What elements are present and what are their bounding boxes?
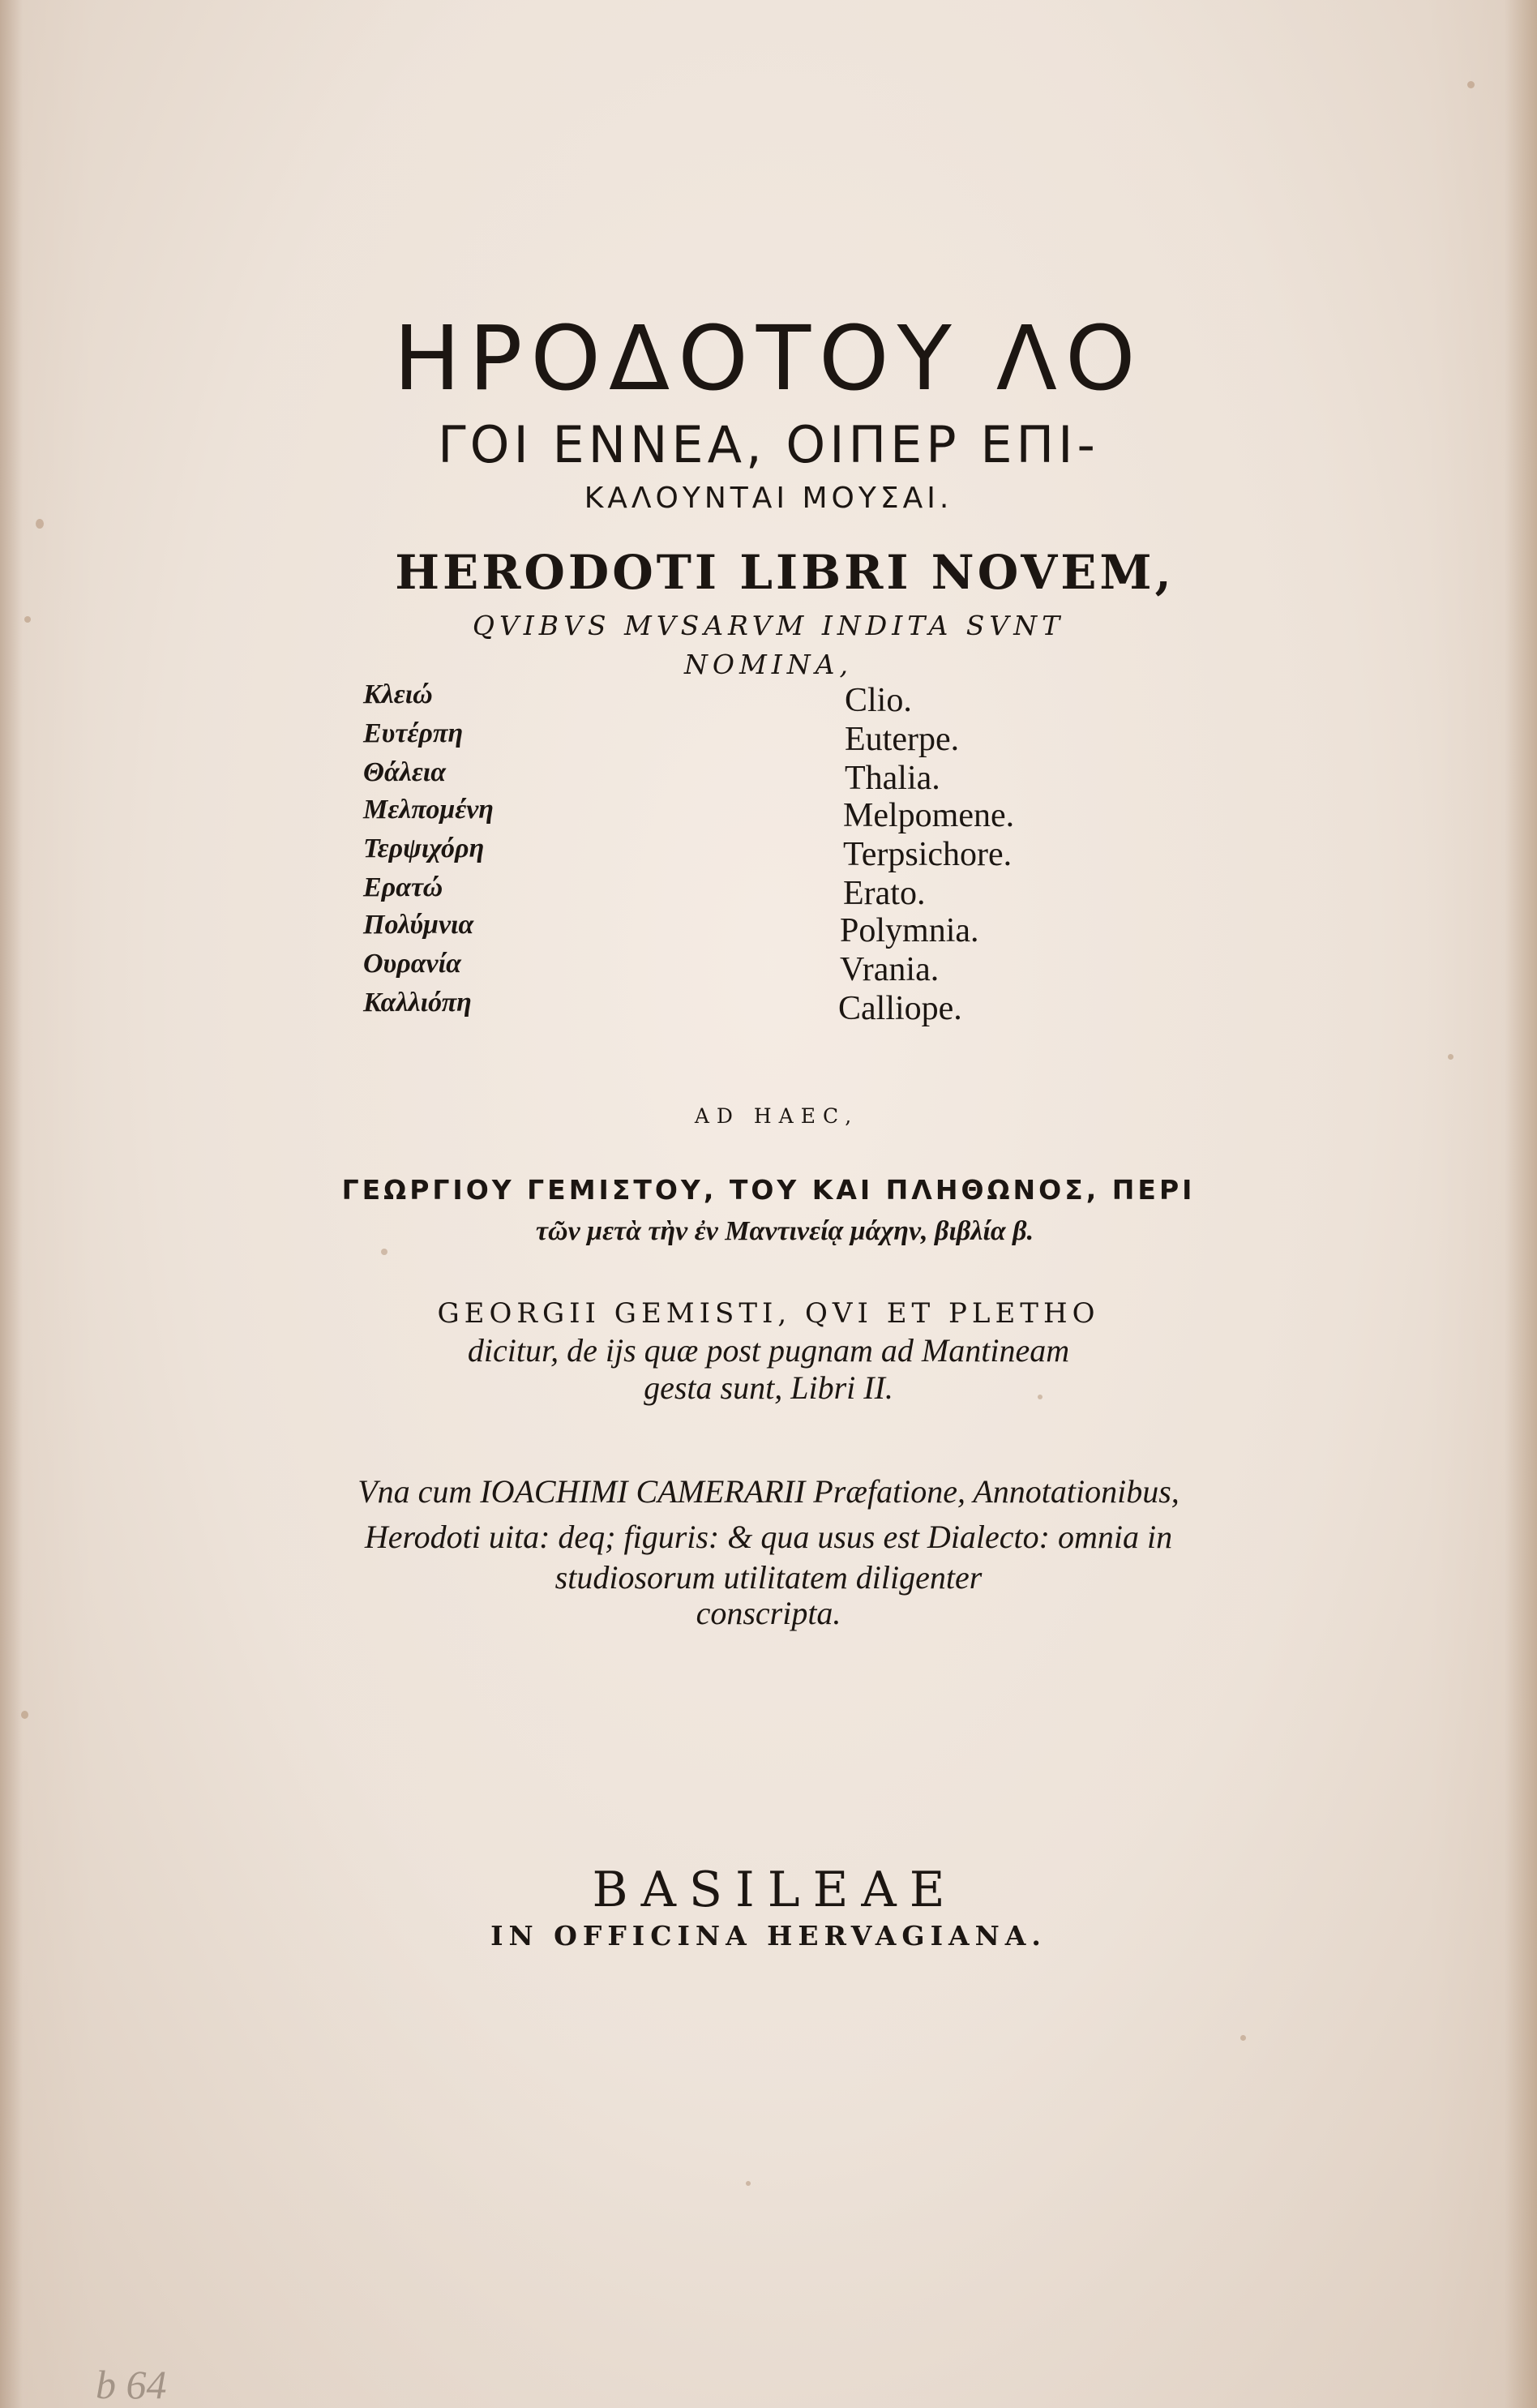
greek-title-line-1: ΗΡΟΔΟΤΟΥ ΛΟ [393,306,1144,410]
foxing-stain [746,2181,751,2186]
latin-title-line-1: HERODOTI LIBRI NOVEM, [395,545,1175,600]
muse-greek-name: Θάλεια [363,757,447,787]
latin-title-line-3: NOMINA, [684,649,853,680]
muse-greek-name: Ουρανία [363,949,461,979]
gemistus-latin-line-2: dicitur, de ijs quæ post pugnam ad Mantineam [467,1332,1070,1369]
muse-latin-name: Polymnia. [840,912,979,949]
muse-latin-name: Terpsichore. [843,836,1013,873]
muse-latin-name: Melpomene. [843,797,1015,834]
foxing-stain [1448,1054,1454,1060]
latin-title-line-2: QVIBVS MVSARVM INDITA SVNT [472,610,1065,641]
muse-greek-name: Καλλιόπη [363,988,472,1018]
muse-greek-name: Ευτέρπη [363,718,464,748]
foxing-stain [21,1711,28,1719]
muse-latin-name: Thalia. [845,760,940,797]
muse-latin-name: Vrania. [840,951,940,988]
gemistus-latin-line-1: GEORGII GEMISTI, QVI ET PLETHO [437,1297,1100,1330]
gemistus-greek-line-1: ΓΕΩΡΓΙΟΥ ΓΕΜΙΣΤΟΥ, ΤΟΥ ΚΑΙ ΠΛΗΘΩΝΟΣ, ΠΕΡΙ [341,1174,1196,1206]
greek-title-line-3: ΚΑΛΟΥΝΤΑΙ ΜΟΥΣΑΙ. [584,482,953,515]
camerarius-line-2: Herodoti uita: deq; figuris: & qua usus est Dialecto: omnia in [364,1519,1173,1555]
muse-latin-name: Euterpe. [845,721,960,758]
muse-latin-name: Erato. [843,875,926,912]
foxing-stain [381,1249,387,1255]
camerarius-line-4: conscripta. [696,1595,841,1631]
foxing-stain [1467,81,1475,88]
muse-latin-name: Clio. [845,682,912,719]
foxing-stain [36,519,44,529]
muse-greek-name: Μελπομένη [363,795,494,825]
imprint-city: BASILEAE [592,1862,958,1918]
gemistus-greek-line-2: τῶν μετὰ τὴν ἐν Μαντινείᾳ μάχην, βιβλία β. [535,1216,1034,1246]
imprint-printer: IN OFFICINA HERVAGIANA. [490,1920,1047,1952]
handwritten-shelfmark: b 64 [96,2362,167,2407]
muse-greek-name: Τερψιχόρη [363,833,485,863]
muse-greek-name: Κλειώ [363,679,433,709]
muse-latin-name: Calliope. [838,990,962,1027]
ad-haec: AD HAEC, [694,1104,859,1128]
gemistus-latin-line-3: gesta sunt, Libri II. [644,1369,893,1406]
muse-greek-name: Πολύμνια [363,910,474,940]
muse-greek-name: Ερατώ [363,872,443,902]
camerarius-line-1: Vna cum IOACHIMI CAMERARII Præfatione, Annotationibus, [357,1473,1180,1510]
greek-title-line-2: ΓΟΙ ΕΝΝΕΑ, ΟΙΠΕΡ ΕΠΙ- [438,415,1099,474]
camerarius-line-3: studiosorum utilitatem diligenter [554,1559,983,1596]
foxing-stain [1240,2035,1246,2041]
